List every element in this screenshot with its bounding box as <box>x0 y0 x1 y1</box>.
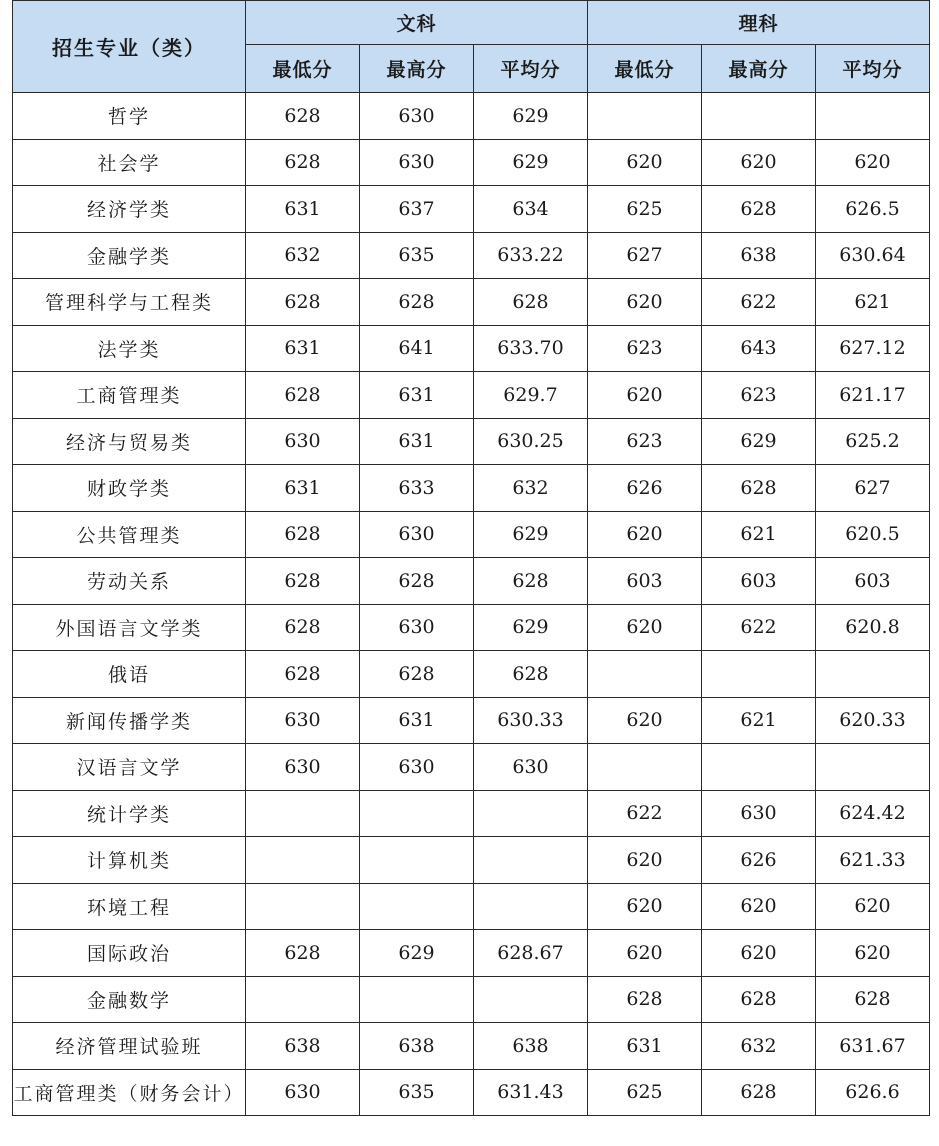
li-avg-cell: 626.5 <box>816 186 930 233</box>
table-header <box>13 1 930 93</box>
wen-min-cell: 628 <box>246 558 360 605</box>
li-min-cell: 631 <box>588 1023 702 1070</box>
wen-avg-cell: 631.43 <box>474 1069 588 1116</box>
wen-min-cell <box>246 837 360 884</box>
li-max-cell: 632 <box>702 1023 816 1070</box>
li-max-cell: 622 <box>702 604 816 651</box>
wen-max-cell <box>360 883 474 930</box>
major-name-cell: 统计学类 <box>13 790 246 837</box>
major-name-cell: 法学类 <box>13 325 246 372</box>
table-row <box>13 418 930 465</box>
table-row <box>13 372 930 419</box>
li-avg-cell: 621.17 <box>816 372 930 419</box>
li-group-header: 理科 <box>588 1 930 45</box>
li-min-cell: 627 <box>588 232 702 279</box>
li-avg-cell <box>816 744 930 791</box>
major-name-cell: 管理科学与工程类 <box>13 279 246 326</box>
table-row <box>13 1023 930 1070</box>
li-avg-cell: 620.8 <box>816 604 930 651</box>
wen-min-cell: 632 <box>246 232 360 279</box>
major-name-cell: 社会学 <box>13 139 246 186</box>
major-name-cell: 工商管理类（财务会计） <box>13 1069 246 1116</box>
wen-max-cell: 630 <box>360 93 474 140</box>
wen-min-cell: 630 <box>246 418 360 465</box>
li-avg-cell: 620 <box>816 930 930 977</box>
table-row <box>13 232 930 279</box>
major-name-cell: 金融数学 <box>13 976 246 1023</box>
table-row <box>13 186 930 233</box>
li-min-cell: 620 <box>588 697 702 744</box>
wen-min-cell: 631 <box>246 465 360 512</box>
wen-min-cell: 628 <box>246 279 360 326</box>
li-min-cell: 625 <box>588 1069 702 1116</box>
li-min-cell <box>588 93 702 140</box>
wen-max-cell <box>360 790 474 837</box>
li-min-cell: 620 <box>588 372 702 419</box>
wen-avg-header: 平均分 <box>474 45 588 93</box>
li-avg-cell: 627 <box>816 465 930 512</box>
wen-max-cell: 631 <box>360 418 474 465</box>
li-avg-cell: 620 <box>816 883 930 930</box>
wen-avg-cell: 630.33 <box>474 697 588 744</box>
major-name-cell: 公共管理类 <box>13 511 246 558</box>
admission-scores-table <box>12 0 930 1116</box>
li-min-cell: 626 <box>588 465 702 512</box>
major-name-cell: 新闻传播学类 <box>13 697 246 744</box>
li-avg-cell: 625.2 <box>816 418 930 465</box>
li-avg-cell: 624.42 <box>816 790 930 837</box>
wen-avg-cell: 638 <box>474 1023 588 1070</box>
li-avg-header: 平均分 <box>816 45 930 93</box>
wen-avg-cell: 629 <box>474 604 588 651</box>
wen-avg-cell: 633.22 <box>474 232 588 279</box>
wen-avg-cell: 628 <box>474 279 588 326</box>
major-name-cell: 哲学 <box>13 93 246 140</box>
wen-min-cell: 628 <box>246 93 360 140</box>
table-row <box>13 279 930 326</box>
li-min-cell: 603 <box>588 558 702 605</box>
li-max-cell: 620 <box>702 883 816 930</box>
wen-min-cell: 628 <box>246 651 360 698</box>
li-max-cell <box>702 744 816 791</box>
wen-avg-cell <box>474 837 588 884</box>
wen-min-cell: 628 <box>246 930 360 977</box>
li-max-cell: 621 <box>702 511 816 558</box>
table-row <box>13 139 930 186</box>
wen-avg-cell <box>474 790 588 837</box>
li-min-cell: 628 <box>588 976 702 1023</box>
li-max-cell: 628 <box>702 1069 816 1116</box>
li-min-cell: 623 <box>588 418 702 465</box>
table-row <box>13 883 930 930</box>
wen-max-cell: 633 <box>360 465 474 512</box>
li-max-cell: 629 <box>702 418 816 465</box>
major-name-cell: 外国语言文学类 <box>13 604 246 651</box>
major-name-cell: 计算机类 <box>13 837 246 884</box>
wen-min-cell: 630 <box>246 697 360 744</box>
table-row <box>13 744 930 791</box>
li-avg-cell: 621.33 <box>816 837 930 884</box>
li-min-cell <box>588 744 702 791</box>
wen-max-cell: 637 <box>360 186 474 233</box>
wen-max-cell: 630 <box>360 604 474 651</box>
table-body <box>13 93 930 1116</box>
li-max-cell: 620 <box>702 930 816 977</box>
li-avg-cell <box>816 651 930 698</box>
table-row <box>13 1069 930 1116</box>
wen-max-cell: 628 <box>360 558 474 605</box>
li-max-cell: 628 <box>702 465 816 512</box>
li-avg-cell: 631.67 <box>816 1023 930 1070</box>
li-max-cell: 638 <box>702 232 816 279</box>
li-min-cell: 620 <box>588 837 702 884</box>
major-name-cell: 经济学类 <box>13 186 246 233</box>
wen-min-cell <box>246 976 360 1023</box>
wen-min-cell: 628 <box>246 139 360 186</box>
wen-max-cell: 631 <box>360 697 474 744</box>
wen-max-cell <box>360 976 474 1023</box>
li-max-cell: 628 <box>702 186 816 233</box>
wen-min-cell: 628 <box>246 604 360 651</box>
wen-max-cell: 630 <box>360 139 474 186</box>
table-row <box>13 511 930 558</box>
wen-avg-cell: 628.67 <box>474 930 588 977</box>
wen-max-cell: 630 <box>360 511 474 558</box>
li-max-cell: 622 <box>702 279 816 326</box>
wen-min-cell: 628 <box>246 372 360 419</box>
wen-max-header: 最高分 <box>360 45 474 93</box>
wen-max-cell: 630 <box>360 744 474 791</box>
table-row <box>13 651 930 698</box>
li-min-header: 最低分 <box>588 45 702 93</box>
li-min-cell: 620 <box>588 604 702 651</box>
li-min-cell: 622 <box>588 790 702 837</box>
major-name-cell: 工商管理类 <box>13 372 246 419</box>
wen-avg-cell: 630 <box>474 744 588 791</box>
li-max-cell: 626 <box>702 837 816 884</box>
wen-max-cell: 635 <box>360 1069 474 1116</box>
table-row <box>13 325 930 372</box>
wen-min-cell: 631 <box>246 325 360 372</box>
major-name-cell: 汉语言文学 <box>13 744 246 791</box>
wen-min-cell: 638 <box>246 1023 360 1070</box>
wen-max-cell: 641 <box>360 325 474 372</box>
li-min-cell: 620 <box>588 511 702 558</box>
li-min-cell: 620 <box>588 930 702 977</box>
wen-min-cell: 628 <box>246 511 360 558</box>
li-max-cell: 620 <box>702 139 816 186</box>
major-column-header: 招生专业（类） <box>13 1 246 93</box>
wen-min-cell <box>246 790 360 837</box>
table-row <box>13 790 930 837</box>
wen-avg-cell: 632 <box>474 465 588 512</box>
table-row <box>13 697 930 744</box>
li-min-cell: 620 <box>588 279 702 326</box>
li-avg-cell: 627.12 <box>816 325 930 372</box>
li-max-header: 最高分 <box>702 45 816 93</box>
wen-avg-cell: 629 <box>474 511 588 558</box>
wen-max-cell: 635 <box>360 232 474 279</box>
wen-min-cell: 631 <box>246 186 360 233</box>
wen-avg-cell: 628 <box>474 558 588 605</box>
li-avg-cell: 621 <box>816 279 930 326</box>
li-max-cell <box>702 651 816 698</box>
li-avg-cell <box>816 93 930 140</box>
table-row <box>13 93 930 140</box>
major-name-cell: 环境工程 <box>13 883 246 930</box>
wen-max-cell: 628 <box>360 651 474 698</box>
wen-max-cell <box>360 837 474 884</box>
wen-min-cell <box>246 883 360 930</box>
major-name-cell: 国际政治 <box>13 930 246 977</box>
li-max-cell: 630 <box>702 790 816 837</box>
wen-avg-cell: 628 <box>474 651 588 698</box>
table-row <box>13 465 930 512</box>
li-avg-cell: 620 <box>816 139 930 186</box>
wen-max-cell: 629 <box>360 930 474 977</box>
major-name-cell: 经济管理试验班 <box>13 1023 246 1070</box>
major-name-cell: 金融学类 <box>13 232 246 279</box>
wen-avg-cell: 634 <box>474 186 588 233</box>
wen-min-cell: 630 <box>246 744 360 791</box>
wen-avg-cell: 633.70 <box>474 325 588 372</box>
major-name-cell: 俄语 <box>13 651 246 698</box>
major-name-cell: 经济与贸易类 <box>13 418 246 465</box>
table-row <box>13 558 930 605</box>
li-max-cell: 621 <box>702 697 816 744</box>
wen-max-cell: 628 <box>360 279 474 326</box>
table-row <box>13 976 930 1023</box>
li-avg-cell: 628 <box>816 976 930 1023</box>
major-name-cell: 劳动关系 <box>13 558 246 605</box>
li-max-cell: 628 <box>702 976 816 1023</box>
wen-max-cell: 638 <box>360 1023 474 1070</box>
wen-avg-cell: 629 <box>474 139 588 186</box>
li-avg-cell: 603 <box>816 558 930 605</box>
li-avg-cell: 630.64 <box>816 232 930 279</box>
li-max-cell: 603 <box>702 558 816 605</box>
li-max-cell: 643 <box>702 325 816 372</box>
wen-avg-cell: 629 <box>474 93 588 140</box>
major-name-cell: 财政学类 <box>13 465 246 512</box>
table-row <box>13 604 930 651</box>
li-min-cell: 620 <box>588 883 702 930</box>
li-min-cell: 625 <box>588 186 702 233</box>
wen-group-header: 文科 <box>246 1 588 45</box>
li-min-cell: 620 <box>588 139 702 186</box>
wen-max-cell: 631 <box>360 372 474 419</box>
li-avg-cell: 620.33 <box>816 697 930 744</box>
wen-avg-cell: 630.25 <box>474 418 588 465</box>
wen-avg-cell <box>474 883 588 930</box>
li-min-cell <box>588 651 702 698</box>
wen-avg-cell: 629.7 <box>474 372 588 419</box>
li-avg-cell: 620.5 <box>816 511 930 558</box>
li-max-cell: 623 <box>702 372 816 419</box>
table-row <box>13 930 930 977</box>
li-avg-cell: 626.6 <box>816 1069 930 1116</box>
wen-avg-cell <box>474 976 588 1023</box>
wen-min-header: 最低分 <box>246 45 360 93</box>
li-min-cell: 623 <box>588 325 702 372</box>
li-max-cell <box>702 93 816 140</box>
table-row <box>13 837 930 884</box>
wen-min-cell: 630 <box>246 1069 360 1116</box>
